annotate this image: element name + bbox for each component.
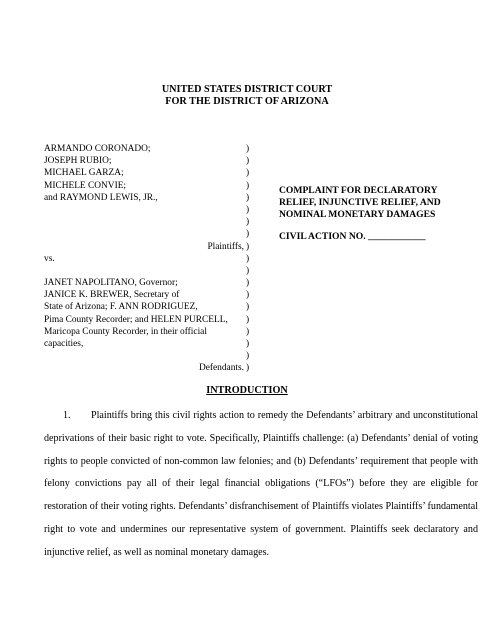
blank-line [44, 204, 244, 216]
defendant-line: JANET NAPOLITANO, Governor; [44, 278, 178, 289]
case-caption-parties [44, 143, 244, 375]
caption-parenthesis: ) [246, 363, 250, 374]
court-title-line-1: UNITED STATES DISTRICT COURT [161, 84, 333, 95]
complaint-title-line: COMPLAINT FOR DECLARATORY [279, 185, 438, 196]
court-title [0, 84, 494, 108]
plaintiffs-label: Plaintiffs, [207, 241, 244, 252]
caption-parenthesis: ) [246, 314, 250, 325]
defendants-label: Defendants. [198, 363, 244, 374]
caption-parenthesis: ) [246, 144, 250, 154]
caption-parenthesis: ) [246, 302, 250, 313]
introduction-paragraph [44, 405, 478, 565]
caption-parenthesis: ) [246, 278, 250, 289]
plaintiff-name: MICHELE CONVIE; [44, 180, 127, 191]
blank-line [44, 228, 244, 240]
defendant-line: Pima County Recorder; and HELEN PURCELL, [44, 314, 228, 325]
blank-line [44, 350, 244, 362]
paragraph-text: Plaintiffs bring this civil rights action to remedy the Defendants’ arbitrary and unconstitutional deprivations of their basic right to vote. Specifically, Plaintiffs challenge: (a) Defendants’ denial of voting rights to people convicted of non-common law felonies; and (b) Defendants’ requirement that people with felony convictions pay all of their legal financial obligations (“LFOs”) before they are eligible for restoration of their voting rights. Defendants’ disfranchisement of Plaintiffs violates Plaintiffs’ fundamental right to vote and undermines our representative system of government. Plaintiffs seek declaratory and injunctive relief, as well as nominal monetary damages. [44, 410, 478, 558]
plaintiff-name: JOSEPH RUBIO; [44, 156, 112, 167]
caption-parenthesis: ) [246, 229, 250, 240]
civil-action-number: CIVIL ACTION NO. ____________ [279, 231, 426, 242]
introduction-heading: INTRODUCTION [206, 385, 288, 396]
caption-parenthesis-column [246, 143, 254, 375]
caption-parenthesis: ) [246, 156, 250, 167]
caption-parenthesis: ) [246, 204, 250, 215]
plaintiff-name: MICHAEL GARZA; [44, 168, 124, 179]
complaint-title [279, 185, 479, 222]
caption-parenthesis: ) [246, 180, 250, 191]
defendant-line: State of Arizona; F. ANN RODRIGUEZ, [44, 302, 198, 313]
caption-parenthesis: ) [246, 241, 250, 252]
defendant-line: Maricopa County Recorder, in their official [44, 326, 207, 337]
court-title-line-2: FOR THE DISTRICT OF ARIZONA [165, 96, 329, 107]
complaint-title-line: NOMINAL MONETARY DAMAGES [279, 209, 436, 221]
caption-parenthesis: ) [246, 351, 250, 362]
defendant-line: capacities, [44, 339, 84, 349]
caption-parenthesis: ) [246, 339, 250, 349]
complaint-title-line: RELIEF, INJUNCTIVE RELIEF, AND [279, 197, 441, 209]
plaintiff-name: and RAYMOND LEWIS, JR., [44, 192, 158, 203]
paragraph-number: 1. [63, 410, 71, 421]
caption-parenthesis: ) [246, 253, 250, 264]
caption-parenthesis: ) [246, 326, 250, 337]
caption-parenthesis: ) [246, 217, 250, 228]
blank-line [44, 216, 244, 228]
blank-line [44, 265, 244, 277]
caption-parenthesis: ) [246, 290, 250, 301]
caption-parenthesis: ) [246, 168, 250, 179]
versus-label: vs. [44, 253, 55, 264]
defendant-line: JANICE K. BREWER, Secretary of [44, 290, 180, 301]
caption-parenthesis: ) [246, 265, 250, 276]
caption-parenthesis: ) [246, 192, 250, 203]
plaintiff-name: ARMANDO CORONADO; [44, 144, 151, 154]
